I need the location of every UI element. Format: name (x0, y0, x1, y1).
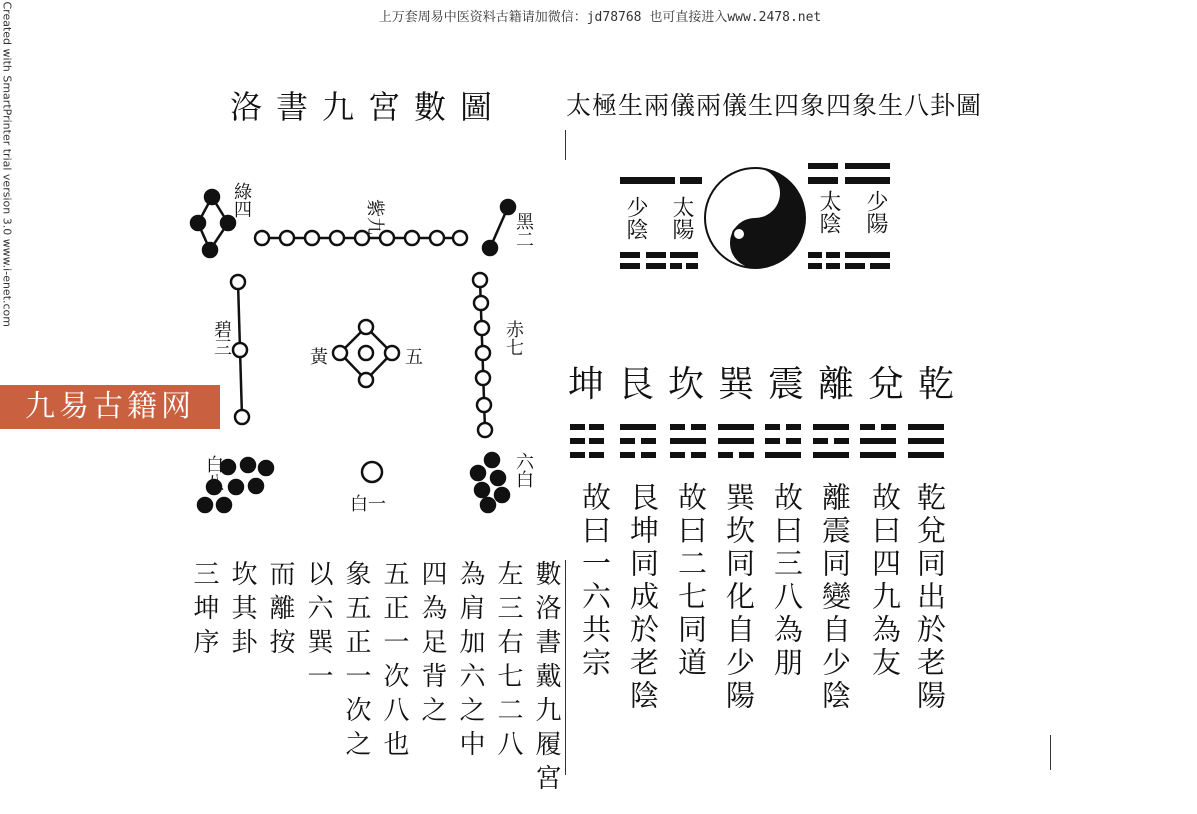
luoshu-text-block (189, 560, 565, 798)
luoshu-col-3: 為肩加六之中 (455, 560, 485, 764)
label-two: 黑二 (513, 212, 534, 248)
luoshu-col-2: 左三右七二八 (493, 560, 523, 764)
luoshu-col-5: 五正一次八也 (379, 560, 409, 764)
bagua-col-3: 離震同變自少陰 (818, 482, 852, 713)
bagua-col-8: 故曰一六共宗 (578, 482, 612, 680)
luoshu-col-10: 三坤序 (189, 560, 219, 662)
trigram-row (565, 420, 950, 465)
luoshu-col-9: 坎其卦 (227, 560, 257, 662)
header-note: 上万套周易中医资料古籍请加微信：jd78768 也可直接进入www.2478.net (378, 10, 822, 25)
label-eight: 白八 (203, 455, 224, 491)
luoshu-diagram (180, 175, 540, 535)
label-five: 五 (405, 347, 423, 368)
label-one: 白一 (350, 494, 386, 515)
bagua-col-1: 乾兌同出於老陽 (913, 482, 947, 713)
label-taiyin: 太陰 (816, 190, 841, 234)
bagua-col-7: 艮坤同成於老陰 (626, 482, 660, 713)
taiji-title: 太極生兩儀兩儀生四象四象生八卦圖 (566, 91, 983, 120)
bagua-col-2: 故曰四九為友 (868, 482, 902, 680)
label-three: 碧三 (211, 320, 232, 356)
taiji-diagram (610, 160, 900, 280)
luoshu-title: 洛書九宮數圖 (230, 88, 507, 126)
label-nine: 紫九 (364, 199, 385, 235)
divider-top (565, 130, 566, 160)
trial-watermark-text: Created with SmartPrinter trial version 3.0 www.i-enet.com (0, 1, 14, 327)
divider-bottom (565, 560, 566, 775)
label-shaoyin: 少陰 (623, 196, 648, 240)
luoshu-col-6: 象五正一次之 (341, 560, 371, 764)
site-watermark: 九易古籍网 (0, 385, 220, 429)
luoshu-col-7: 以六巽一 (303, 560, 333, 696)
divider-right (1050, 735, 1051, 770)
luoshu-col-8: 而離按 (265, 560, 295, 662)
label-four: 綠四 (231, 182, 252, 218)
bagua-col-4: 故曰三八為朋 (770, 482, 804, 680)
bagua-col-6: 故曰二七同道 (674, 482, 708, 680)
luoshu-col-4: 四為足背之 (417, 560, 447, 730)
luoshu-col-1: 數洛書戴九履宮 (531, 560, 561, 798)
bagua-col-5: 巽坎同化自少陽 (722, 482, 756, 713)
label-taiyang: 太陽 (669, 196, 694, 240)
bagua-names: 乾兌離震巽坎艮坤 (568, 364, 969, 405)
label-shaoyang: 少陽 (863, 190, 888, 234)
label-seven: 赤七 (503, 320, 524, 356)
label-yellow: 黃 (310, 347, 328, 368)
label-six: 六白 (513, 452, 534, 488)
